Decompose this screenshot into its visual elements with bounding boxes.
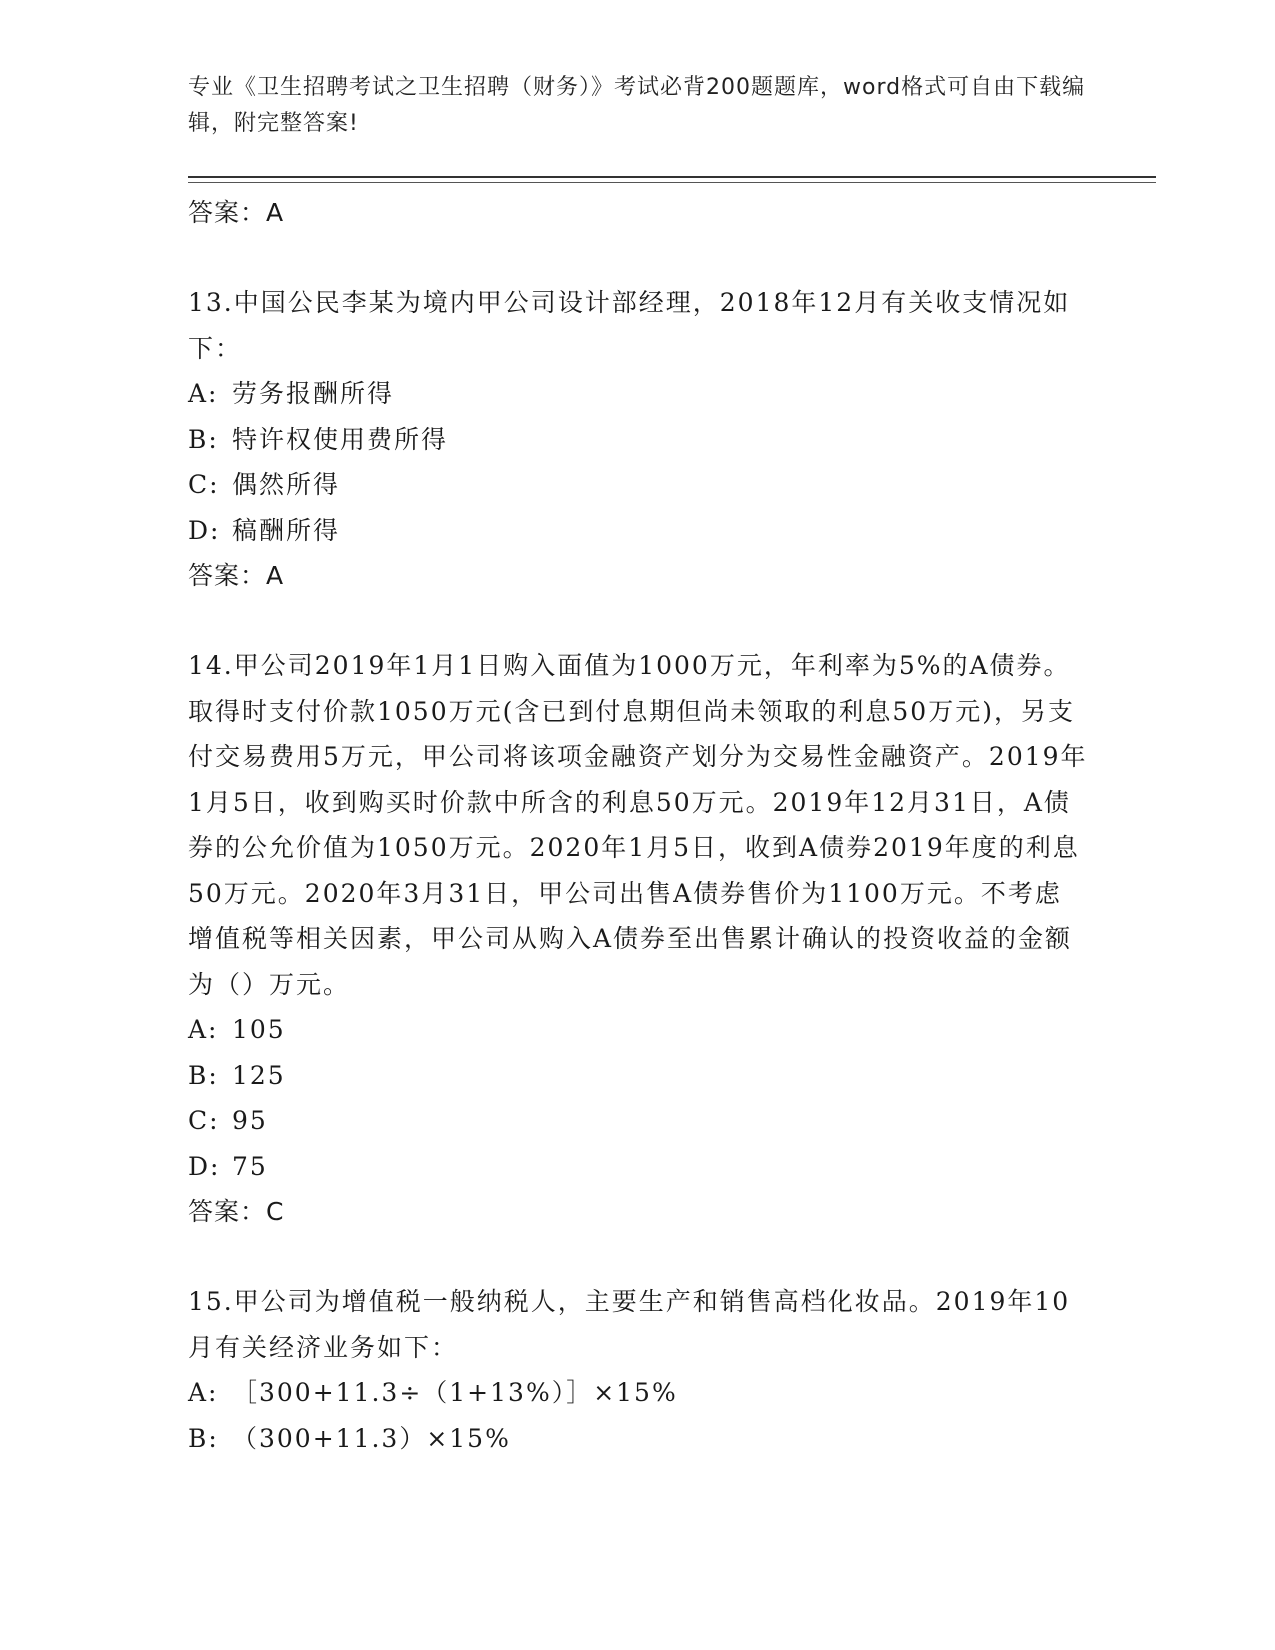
option-d (188, 508, 1088, 554)
page-header (188, 70, 1088, 142)
option-text: （300+11.3）×15% (232, 1423, 511, 1453)
option-text: 105 (232, 1015, 286, 1044)
option-c (188, 1098, 1088, 1144)
answer-value: A (266, 561, 285, 590)
option-letter: D: (188, 515, 221, 545)
option-letter: B: (188, 1060, 219, 1090)
option-b (188, 1053, 1088, 1099)
option-text: 稿酬所得 (232, 515, 341, 545)
option-text: 125 (232, 1060, 286, 1090)
answer-line (188, 1189, 1088, 1235)
option-b (188, 1416, 1088, 1462)
question-stem: 15.甲公司为增值税一般纳税人，主要生产和销售高档化妆品。2019年10月有关经济业务如下： (188, 1287, 1071, 1362)
answer-value: C (266, 1197, 285, 1226)
option-letter: C: (188, 1106, 220, 1135)
option-a (188, 1007, 1088, 1053)
header-divider-thin (188, 182, 1156, 183)
option-letter: B: (188, 1423, 219, 1453)
answer-prefix: 答案： (188, 198, 267, 227)
option-letter: D: (188, 1151, 221, 1181)
header-divider-thick (188, 176, 1156, 178)
option-letter: C: (188, 470, 220, 499)
answer-prefix: 答案： (188, 1197, 267, 1226)
header-title: 专业《卫生招聘考试之卫生招聘（财务）》考试必背200题题库，word格式可自由下载编辑，附完整答案! (188, 75, 1086, 136)
option-letter: A: (188, 379, 219, 408)
option-text: 劳务报酬所得 (232, 379, 395, 408)
option-b (188, 417, 1088, 463)
question-stem: 13.中国公民李某为境内甲公司设计部经理，2018年12月有关收支情况如下： (188, 288, 1071, 363)
option-d (188, 1144, 1088, 1190)
option-a (188, 1370, 1088, 1416)
option-text: 95 (232, 1106, 268, 1135)
question-15 (188, 1279, 1088, 1461)
option-text: 75 (232, 1151, 268, 1181)
option-text: 特许权使用费所得 (232, 424, 449, 454)
spacer (188, 1235, 1088, 1279)
option-letter: A: (188, 1378, 219, 1407)
option-text: 偶然所得 (232, 470, 341, 499)
answer-line (188, 190, 1088, 236)
answer-prefix: 答案： (188, 561, 267, 590)
question-14 (188, 643, 1088, 1235)
option-c (188, 462, 1088, 508)
answer-value: A (266, 198, 285, 227)
option-letter: B: (188, 424, 219, 454)
option-a (188, 371, 1088, 417)
question-list (188, 190, 1088, 1461)
spacer (188, 236, 1088, 280)
option-text: ［300+11.3÷（1+13%）］×15% (232, 1378, 678, 1407)
question-13 (188, 280, 1088, 599)
spacer (188, 599, 1088, 643)
question-stem: 14.甲公司2019年1月1日购入面值为1000万元，年利率为5%的A债券。取得时支付价款1050万元(含已到付息期但尚未领取的利息50万元)，另支付交易费用5万元，甲公司将该项金融资产划分为交易性金融资产。2019年1月5日，收到购买时价款中所含的利息50万元。2019年12月31日，A债券的公允价值为1050万元。2020年1月5日，收到A债券2019年度的利息50万元。2020年3月31日，甲公司出售A债券售价为1100万元。不考虑增值税等相关因素，甲公司从购入A债券至出售累计确认的投资收益的金额为（）万元。 (188, 651, 1088, 999)
option-letter: A: (188, 1015, 219, 1044)
answer-line (188, 553, 1088, 599)
